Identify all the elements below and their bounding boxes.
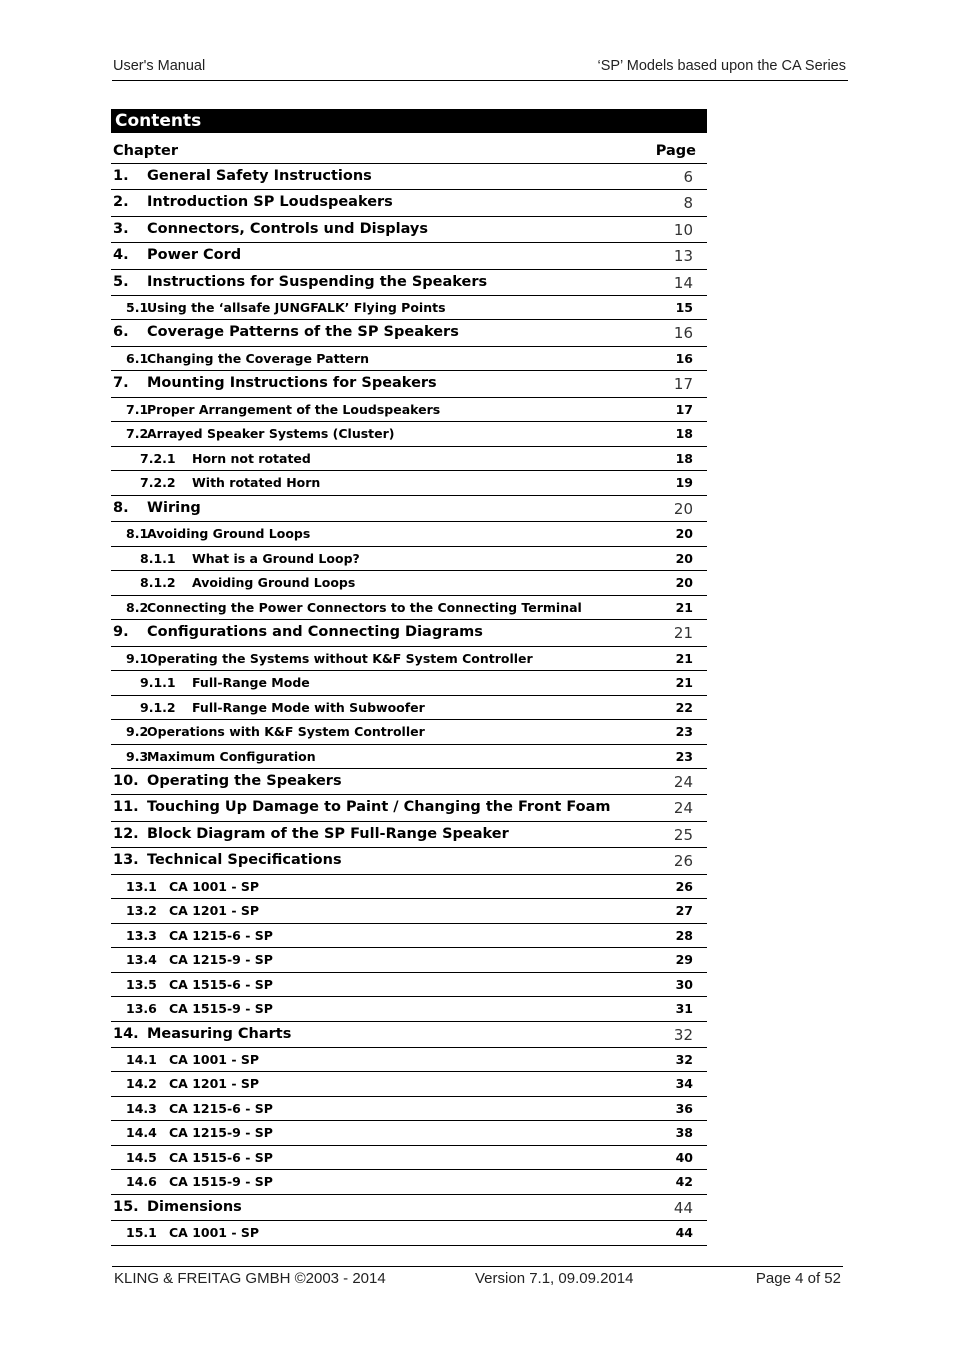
toc-entry-number: 9.1.2	[140, 699, 176, 715]
toc-entry-title: Operations with K&F System Controller	[147, 724, 425, 740]
footer-version: Version 7.1, 09.09.2014	[475, 1270, 634, 1287]
toc-entry-title: Using the ‘allsafe JUNGFALK’ Flying Points	[147, 299, 446, 315]
header-right-text: ‘SP’ Models based upon the CA Series	[597, 58, 846, 74]
toc-column-header	[111, 133, 707, 164]
toc-entry[interactable]	[111, 347, 707, 372]
table-of-contents	[111, 109, 707, 1246]
toc-entry-page: 17	[673, 375, 693, 394]
toc-entry-title: Technical Specifications	[147, 852, 342, 869]
toc-entry-title: CA 1515-9 - SP	[169, 1174, 273, 1190]
toc-entry-title: CA 1215-6 - SP	[169, 1100, 273, 1116]
toc-entry-page: 30	[675, 976, 693, 992]
toc-entry[interactable]	[111, 620, 707, 646]
toc-entry[interactable]	[111, 164, 707, 190]
footer-page-number: Page 4 of 52	[755, 1270, 841, 1287]
toc-entry[interactable]	[111, 1221, 707, 1246]
toc-entry-title: Arrayed Speaker Systems (Cluster)	[147, 426, 395, 442]
toc-entry-page: 42	[675, 1174, 693, 1190]
toc-entry[interactable]	[111, 1022, 707, 1048]
toc-entry[interactable]	[111, 647, 707, 672]
toc-entry[interactable]	[111, 1072, 707, 1097]
toc-entry-page: 24	[673, 773, 693, 792]
toc-entry-title: CA 1515-6 - SP	[169, 1149, 273, 1165]
toc-entry[interactable]	[111, 1121, 707, 1146]
toc-entry[interactable]	[111, 243, 707, 269]
toc-entry-title: Touching Up Damage to Paint / Changing the Front Foam	[147, 799, 611, 816]
toc-entries	[111, 164, 707, 1246]
toc-entry[interactable]	[111, 596, 707, 621]
toc-entry-title: CA 1001 - SP	[169, 878, 260, 894]
toc-entry-page: 24	[673, 799, 693, 818]
toc-entry-title: Wiring	[147, 499, 201, 516]
toc-entry-number: 8.1.1	[140, 550, 176, 566]
toc-entry-number: 14.4	[126, 1125, 157, 1141]
toc-entry-page: 18	[675, 426, 693, 442]
toc-entry-number: 9.1	[126, 650, 149, 666]
toc-entry-number: 10.	[113, 773, 139, 790]
toc-entry-page: 21	[675, 599, 693, 615]
toc-entry-page: 20	[675, 550, 693, 566]
toc-entry-page: 21	[675, 675, 693, 691]
toc-entry-title: CA 1001 - SP	[169, 1051, 260, 1067]
toc-entry[interactable]	[111, 447, 707, 472]
toc-entry-page: 20	[675, 526, 693, 542]
toc-entry-number: 8.1.2	[140, 575, 176, 591]
toc-entry[interactable]	[111, 496, 707, 522]
toc-entry-number: 14.1	[126, 1051, 157, 1067]
toc-entry-title: Changing the Coverage Pattern	[147, 350, 370, 366]
toc-entry[interactable]	[111, 371, 707, 397]
toc-entry-number: 5.1	[126, 299, 149, 315]
toc-entry-title: Operating the Systems without K&F System Controller	[147, 650, 533, 666]
toc-entry-title: Power Cord	[147, 247, 242, 264]
toc-entry-title: Horn not rotated	[192, 450, 311, 466]
toc-entry[interactable]	[111, 1195, 707, 1221]
toc-entry-title: Coverage Patterns of the SP Speakers	[147, 324, 459, 341]
toc-entry-page: 10	[673, 220, 693, 239]
toc-entry-number: 1.	[113, 168, 129, 184]
toc-entry-title: CA 1001 - SP	[169, 1225, 260, 1241]
toc-entry-page: 28	[675, 927, 693, 943]
toc-entry-number: 6.1	[126, 350, 149, 366]
toc-entry-title: Connectors, Controls und Displays	[147, 220, 429, 237]
toc-entry-page: 25	[673, 825, 693, 844]
toc-entry-title: What is a Ground Loop?	[192, 550, 360, 566]
toc-entry-page: 15	[675, 299, 693, 315]
toc-entry-number: 7.2	[126, 426, 149, 442]
toc-entry-title: Mounting Instructions for Speakers	[147, 375, 437, 392]
toc-entry-number: 8.2	[126, 599, 149, 615]
toc-entry-page: 19	[675, 475, 693, 491]
toc-entry[interactable]	[111, 720, 707, 745]
toc-entry-number: 8.1	[126, 526, 149, 542]
toc-entry-title: Maximum Configuration	[147, 748, 316, 764]
toc-entry-number: 12.	[113, 825, 139, 842]
toc-title: Contents	[111, 109, 707, 133]
toc-entry[interactable]	[111, 471, 707, 496]
toc-entry-title: General Safety Instructions	[147, 168, 372, 184]
toc-entry-number: 9.3	[126, 748, 149, 764]
toc-entry[interactable]	[111, 398, 707, 423]
toc-entry-title: Avoiding Ground Loops	[147, 526, 311, 542]
toc-entry-page: 31	[675, 1001, 693, 1017]
toc-entry-page: 23	[675, 724, 693, 740]
toc-entry-number: 14.5	[126, 1149, 157, 1165]
toc-entry-title: Block Diagram of the SP Full-Range Speaker	[147, 825, 509, 842]
toc-entry-page: 16	[675, 350, 693, 366]
toc-entry-number: 7.	[113, 375, 129, 392]
page-column-label: Page	[655, 143, 696, 160]
toc-entry[interactable]	[111, 571, 707, 596]
toc-entry[interactable]	[111, 547, 707, 572]
toc-entry-page: 21	[673, 624, 693, 643]
toc-entry-number: 13.4	[126, 952, 157, 968]
toc-entry-title: With rotated Horn	[192, 475, 321, 491]
toc-entry-page: 44	[673, 1198, 693, 1217]
toc-entry-title: Operating the Speakers	[147, 773, 342, 790]
toc-entry-title: CA 1515-6 - SP	[169, 976, 273, 992]
toc-entry-title: CA 1515-9 - SP	[169, 1001, 273, 1017]
toc-entry-number: 7.1	[126, 401, 149, 417]
toc-entry-number: 13.3	[126, 927, 157, 943]
toc-entry-title: Connecting the Power Connectors to the Connecting Terminal	[147, 599, 582, 615]
toc-entry-number: 14.2	[126, 1076, 157, 1092]
toc-entry-page: 21	[675, 650, 693, 666]
toc-entry-number: 15.	[113, 1198, 139, 1215]
toc-entry[interactable]	[111, 671, 707, 696]
toc-entry-title: Proper Arrangement of the Loudspeakers	[147, 401, 441, 417]
toc-entry-number: 14.3	[126, 1100, 157, 1116]
toc-entry-title: CA 1201 - SP	[169, 903, 260, 919]
toc-entry-number: 3.	[113, 220, 129, 237]
toc-entry-page: 6	[683, 168, 693, 186]
toc-entry-number: 7.2.2	[140, 475, 176, 491]
toc-entry-title: CA 1201 - SP	[169, 1076, 260, 1092]
toc-entry-page: 17	[675, 401, 693, 417]
toc-entry-number: 6.	[113, 324, 129, 341]
toc-entry-page: 8	[683, 194, 693, 213]
toc-entry[interactable]	[111, 1048, 707, 1073]
toc-entry[interactable]	[111, 822, 707, 848]
toc-entry[interactable]	[111, 795, 707, 821]
toc-entry-page: 32	[673, 1025, 693, 1044]
toc-entry-number: 15.1	[126, 1225, 157, 1241]
toc-entry[interactable]	[111, 522, 707, 547]
toc-entry-page: 44	[675, 1225, 693, 1241]
toc-entry-number: 5.	[113, 273, 129, 290]
toc-entry-page: 27	[675, 903, 693, 919]
toc-entry[interactable]	[111, 1146, 707, 1171]
toc-entry-number: 7.2.1	[140, 450, 176, 466]
toc-entry[interactable]	[111, 848, 707, 874]
toc-entry-page: 36	[675, 1100, 693, 1116]
toc-entry-title: CA 1215-9 - SP	[169, 1125, 273, 1141]
toc-entry[interactable]	[111, 997, 707, 1022]
toc-entry-page: 26	[675, 878, 693, 894]
toc-entry-number: 13.	[113, 852, 139, 869]
toc-entry-title: Dimensions	[147, 1198, 242, 1215]
toc-entry[interactable]	[111, 217, 707, 243]
toc-entry-title: CA 1215-9 - SP	[169, 952, 273, 968]
toc-entry[interactable]	[111, 769, 707, 795]
toc-entry[interactable]	[111, 190, 707, 216]
toc-entry-page: 18	[675, 450, 693, 466]
toc-entry-title: CA 1215-6 - SP	[169, 927, 273, 943]
toc-entry-number: 14.6	[126, 1174, 157, 1190]
toc-entry-page: 26	[673, 852, 693, 871]
toc-entry-page: 32	[675, 1051, 693, 1067]
toc-entry-title: Configurations and Connecting Diagrams	[147, 624, 483, 641]
toc-entry[interactable]	[111, 696, 707, 721]
toc-entry[interactable]	[111, 875, 707, 900]
toc-entry-page: 14	[673, 273, 693, 292]
page-footer	[112, 1266, 843, 1291]
toc-entry-page: 38	[675, 1125, 693, 1141]
toc-entry[interactable]	[111, 924, 707, 949]
toc-entry-page: 16	[673, 324, 693, 343]
toc-entry[interactable]	[111, 422, 707, 447]
toc-entry-number: 2.	[113, 194, 129, 211]
toc-entry-title: Measuring Charts	[147, 1025, 292, 1042]
header-left-text: User's Manual	[113, 58, 206, 74]
toc-entry-title: Instructions for Suspending the Speakers	[147, 273, 488, 290]
toc-entry[interactable]	[111, 320, 707, 346]
toc-entry-page: 20	[673, 499, 693, 518]
toc-entry[interactable]	[111, 973, 707, 998]
toc-entry[interactable]	[111, 1097, 707, 1122]
toc-entry-number: 11.	[113, 799, 139, 816]
toc-entry[interactable]	[111, 270, 707, 296]
toc-entry[interactable]	[111, 899, 707, 924]
toc-entry[interactable]	[111, 948, 707, 973]
toc-entry-title: Full-Range Mode with Subwoofer	[192, 699, 425, 715]
toc-entry-page: 40	[675, 1149, 693, 1165]
toc-entry-number: 13.5	[126, 976, 157, 992]
toc-entry[interactable]	[111, 745, 707, 770]
toc-entry-number: 14.	[113, 1025, 139, 1042]
toc-entry[interactable]	[111, 1170, 707, 1195]
toc-entry-number: 9.	[113, 624, 129, 641]
toc-entry-title: Full-Range Mode	[192, 675, 310, 691]
toc-entry-page: 34	[675, 1076, 693, 1092]
page-header	[112, 56, 848, 81]
toc-entry-page: 22	[675, 699, 693, 715]
toc-entry-page: 20	[675, 575, 693, 591]
toc-entry-title: Introduction SP Loudspeakers	[147, 194, 393, 211]
toc-entry[interactable]	[111, 296, 707, 321]
toc-entry-number: 13.1	[126, 878, 157, 894]
chapter-column-label: Chapter	[113, 143, 179, 160]
toc-entry-number: 13.2	[126, 903, 157, 919]
toc-entry-page: 29	[675, 952, 693, 968]
toc-entry-number: 13.6	[126, 1001, 157, 1017]
toc-entry-number: 8.	[113, 499, 129, 516]
toc-entry-number: 9.1.1	[140, 675, 176, 691]
toc-entry-number: 9.2	[126, 724, 149, 740]
toc-entry-number: 4.	[113, 247, 129, 264]
footer-company: KLING & FREITAG GMBH ©2003 - 2014	[114, 1270, 386, 1287]
toc-entry-title: Avoiding Ground Loops	[192, 575, 356, 591]
toc-entry-page: 13	[673, 247, 693, 266]
toc-entry-page: 23	[675, 748, 693, 764]
